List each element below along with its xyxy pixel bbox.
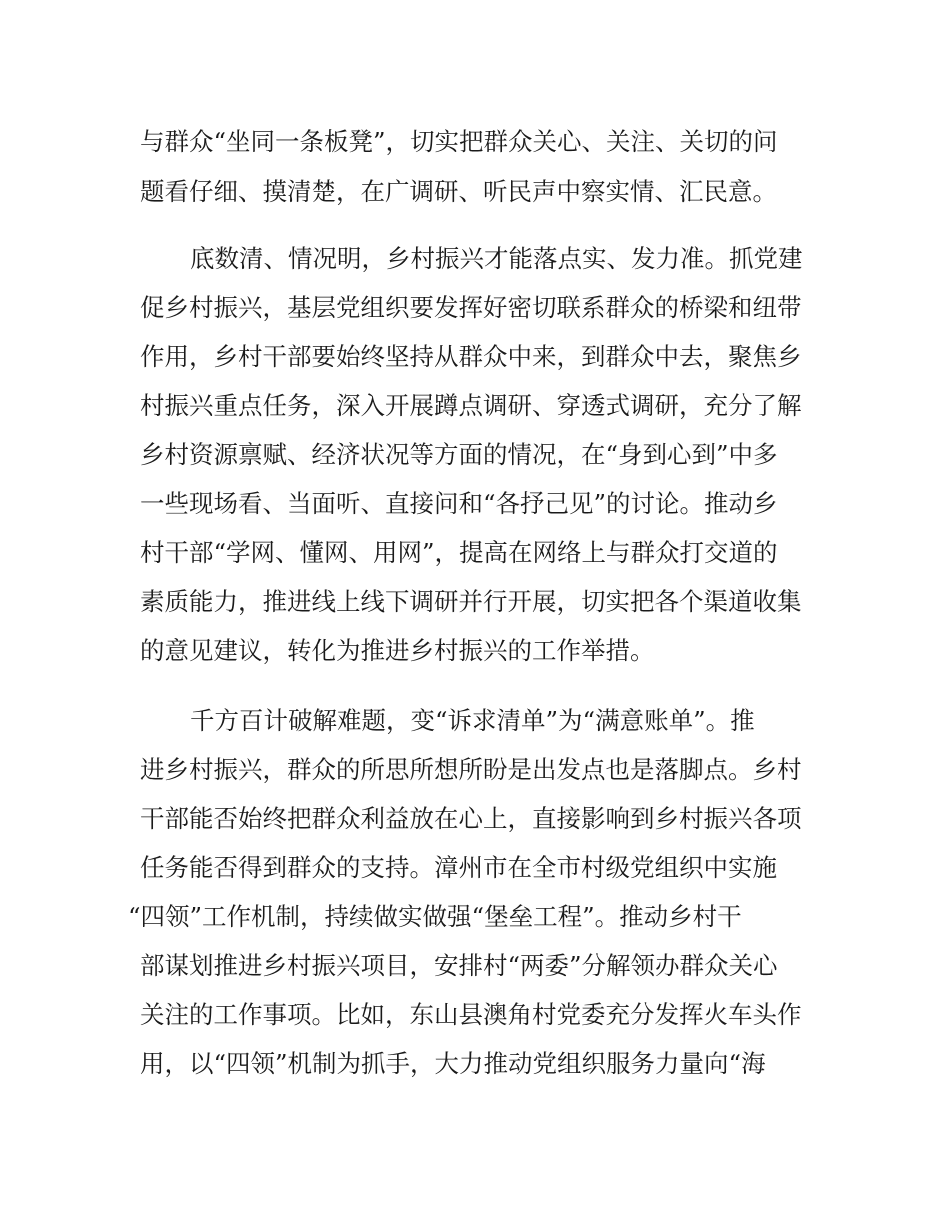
- text-line: 与群众“坐同一条板凳”，切实把群众关心、关注、关切的问: [140, 127, 778, 156]
- text-line: “四领”工作机制，持续做实做强“堡垒工程”。推动乡村干: [128, 902, 742, 931]
- text-line: 进乡村振兴，群众的所思所想所盼是出发点也是落脚点。乡村: [140, 755, 802, 784]
- text-line: 的意见建议，转化为推进乡村振兴的工作举措。: [140, 636, 655, 665]
- text-line: 任务能否得到群众的支持。漳州市在全市村级党组织中实施: [140, 853, 777, 882]
- text-line: 促乡村振兴，基层党组织要发挥好密切联系群众的桥梁和纽带: [140, 293, 802, 322]
- text-line: 千方百计破解难题，变“诉求清单”为“满意账单”。推: [190, 706, 755, 735]
- text-line: 素质能力，推进线上线下调研并行开展，切实把各个渠道收集: [140, 587, 802, 616]
- text-line: 底数清、情况明，乡村振兴才能落点实、发力准。抓党建: [190, 244, 803, 273]
- text-line: 部谋划推进乡村振兴项目，安排村“两委”分解领办群众关心: [140, 951, 778, 980]
- text-line: 一些现场看、当面听、直接问和“各抒己见”的讨论。推动乡: [140, 489, 778, 518]
- text-line: 村振兴重点任务，深入开展蹲点调研、穿透式调研，充分了解: [140, 391, 802, 420]
- text-line: 乡村资源禀赋、经济状况等方面的情况，在“身到心到”中多: [140, 440, 778, 469]
- text-line: 用，以“四领”机制为抓手，大力推动党组织服务力量向“海: [140, 1049, 766, 1078]
- text-line: 题看仔细、摸清楚，在广调研、听民声中察实情、汇民意。: [140, 177, 777, 206]
- text-line: 村干部“学网、懂网、用网”，提高在网络上与群众打交道的: [140, 538, 778, 567]
- text-line: 关注的工作事项。比如，东山县澳角村党委充分发挥火车头作: [140, 1000, 802, 1029]
- text-line: 作用，乡村干部要始终坚持从群众中来，到群众中去，聚焦乡: [140, 342, 802, 371]
- text-line: 干部能否始终把群众利益放在心上，直接影响到乡村振兴各项: [140, 804, 802, 833]
